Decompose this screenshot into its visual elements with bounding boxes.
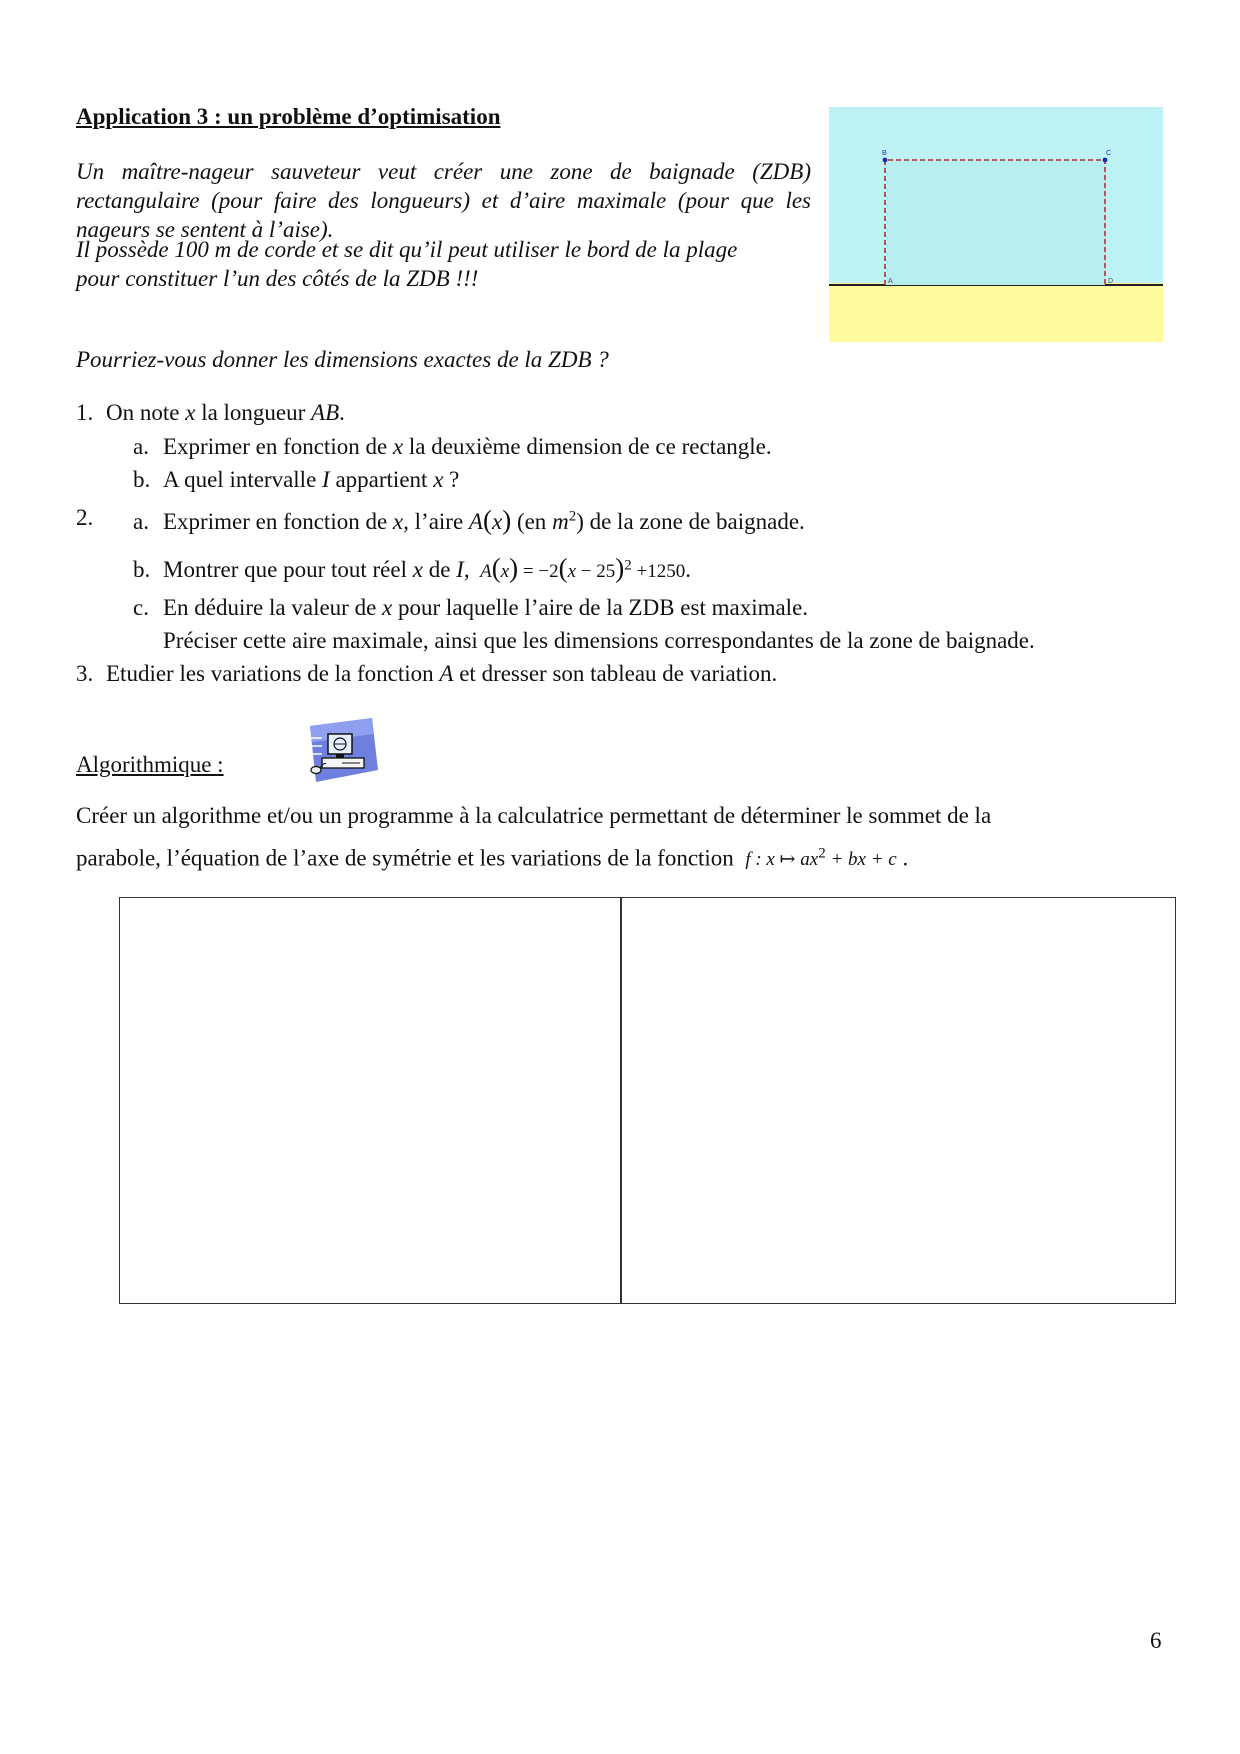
swimming-zone-figure [829,107,1163,342]
intro-text-3: Pourriez-vous donner les dimensions exactes de la ZDB ? [76,347,609,372]
sand-area [829,283,1163,342]
quadratic-function: f : x ↦ $ax^2$ + bx + c [745,846,897,871]
label-b: B [882,150,887,157]
question-1: 1. On note x la longueur AB. [76,400,345,425]
swimming-zone-rect [885,160,1105,285]
point-c [1103,158,1108,163]
question-2c-continued: Préciser cette aire maximale, ainsi que les dimensions correspondantes de la zone de baignade. [163,628,1035,653]
question-3: 3. Etudier les variations de la fonction A et dresser son tableau de variation. [76,661,778,686]
page-number: 6 [1150,1628,1162,1653]
intro-text-1: Un maître-nageur sauveteur veut créer une zone de baignade (ZDB) rectangulaire (pour faire des longueurs) et d’aire maximale (pour que les nageurs se sentent à l’aise). [76,159,811,242]
point-b [883,158,888,163]
intro-paragraph-2 [76,235,811,293]
question-2a: a. Exprimer en fonction de x, l’aire A(x) (en $m^2$) de la zone de baignade. [133,505,805,535]
label-c-top: C [1106,150,1112,157]
algo-line-1: Créer un algorithme et/ou un programme à la calculatrice permettant de déterminer le sommet de la [76,803,992,828]
label-a: A [888,278,893,285]
algo-title: Algorithmique : [76,752,224,777]
intro-text-2b: pour constituer l’un des côtés de la ZDB !!! [76,266,479,291]
intro-text-2a: Il possède 100 m de corde et se dit qu’il peut utiliser le bord de la plage [76,237,738,262]
label-d: D [1108,278,1114,285]
algo-instructions [76,797,1076,879]
question-1a: a. Exprimer en fonction de x la deuxième dimension de ce rectangle. [133,434,772,459]
question-2c: c. En déduire la valeur de x pour laquelle l’aire de la ZDB est maximale. [133,595,809,620]
algo-line-2: parabole, l’équation de l’axe de symétrie et les variations de la fonction f : x ↦ $ax^2$ + bx + c . [76,845,909,871]
intro-paragraph-3 [76,345,811,374]
question-2-number: 2. [76,505,94,530]
section-title: Application 3 : un problème d’optimisation [76,104,501,129]
question-1b: b. A quel intervalle I appartient x ? [133,467,460,492]
area-formula: $A(x) = -2(x - 25)^2 +1250$ [480,553,686,583]
table-divider [620,898,622,1303]
intro-paragraph-1 [76,157,811,244]
question-2b: b. Montrer que pour tout réel x de I, $A(x) = -2(x - 25)^2 +1250$. [133,553,691,583]
answer-table[interactable] [119,897,1176,1304]
computer-icon [302,716,380,786]
